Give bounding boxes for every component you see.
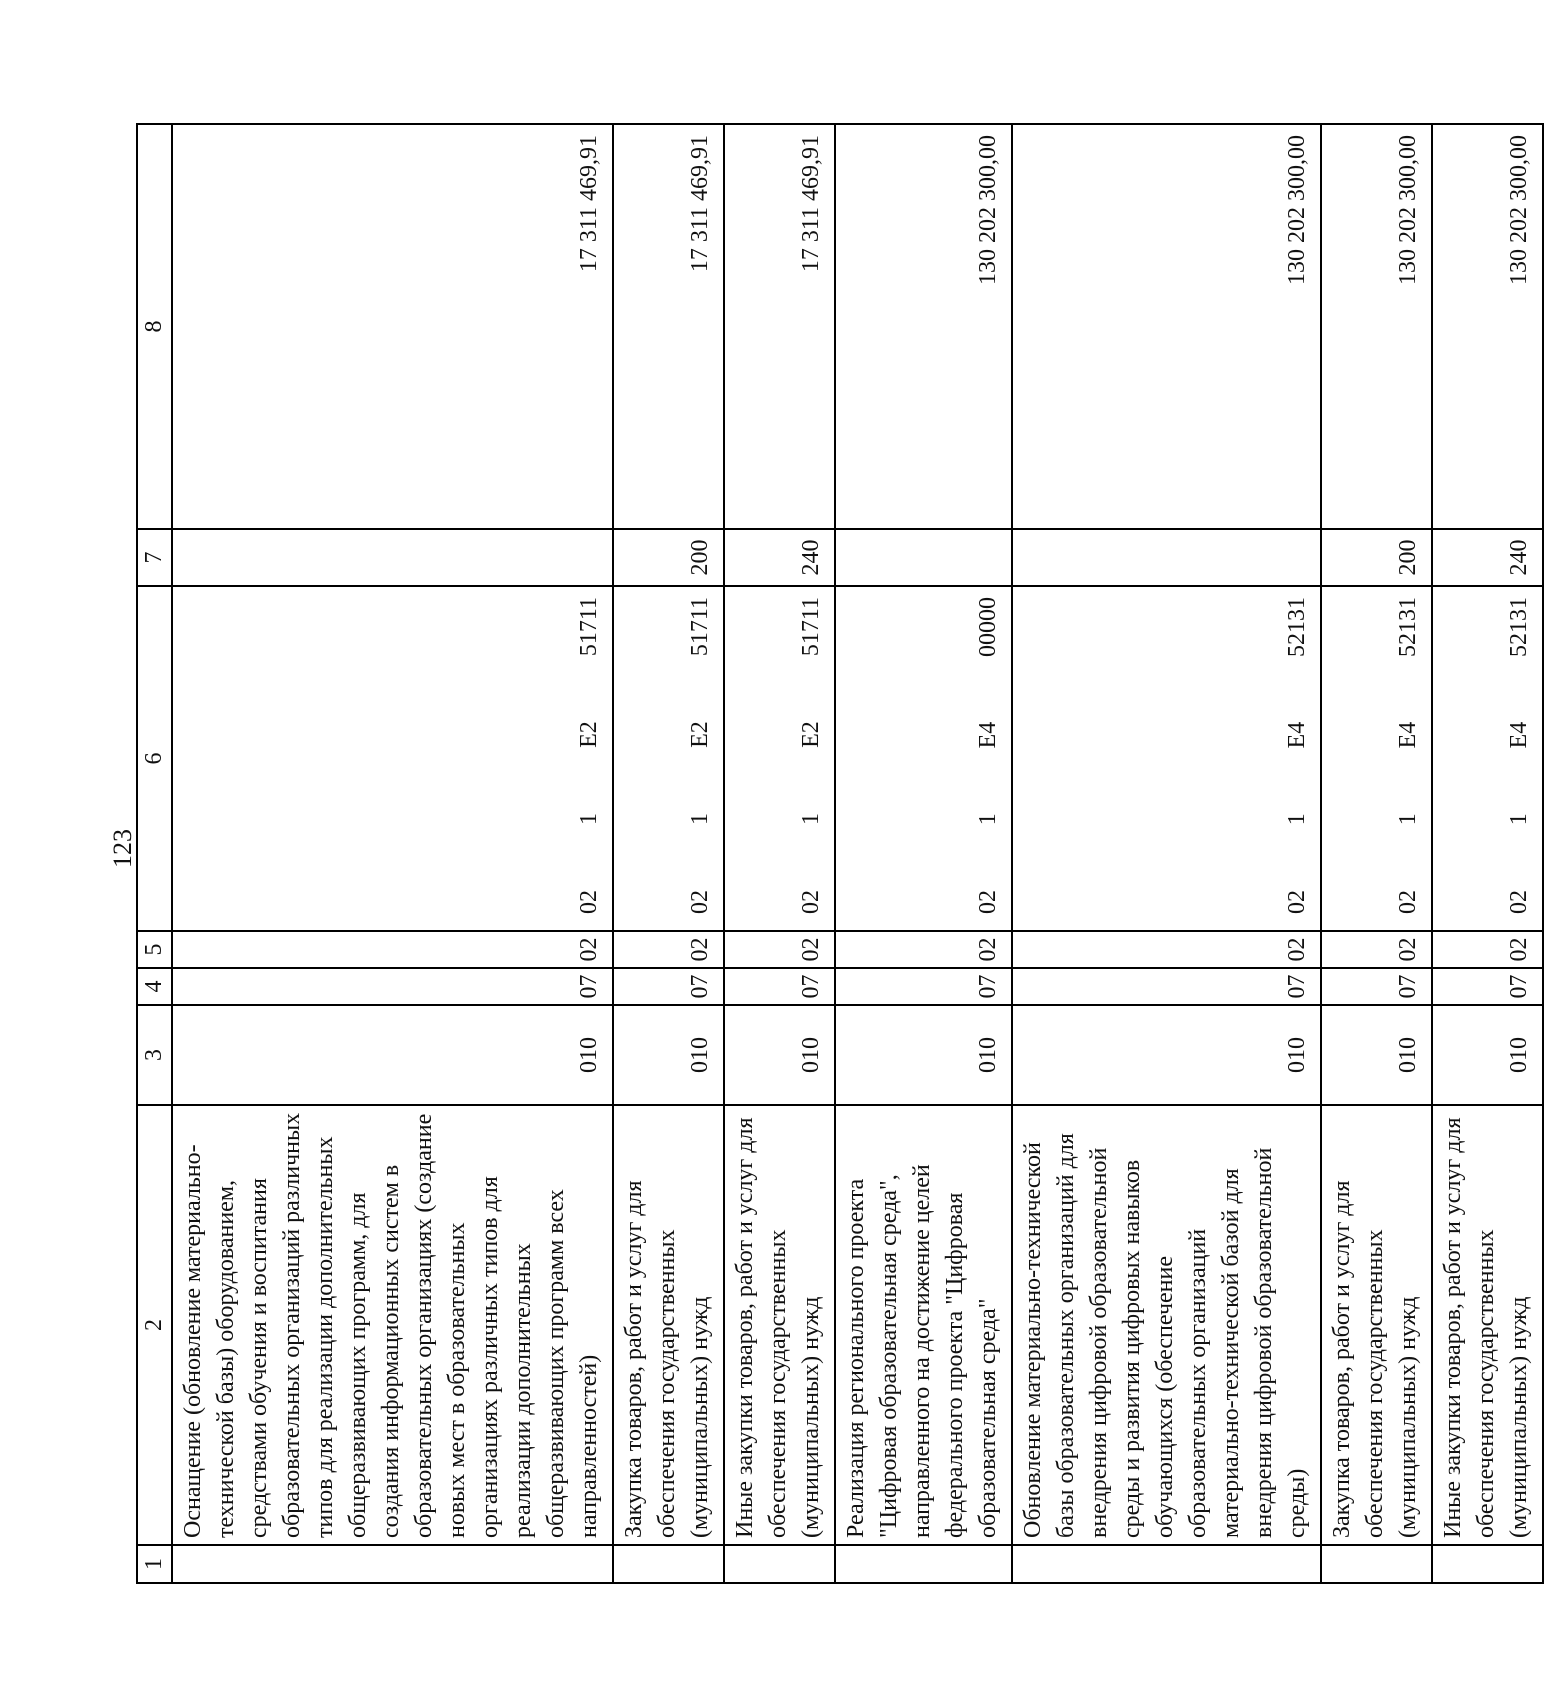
description-cell: Иные закупки товаров, работ и услуг для обеспечения государственных (муниципальных) нужд [1432, 1105, 1543, 1545]
subsection-code-cell: 02 [613, 931, 724, 968]
column-header: 4 [137, 968, 172, 1005]
subsection-code-cell: 02 [1321, 931, 1432, 968]
target-program: 02 [576, 890, 602, 914]
description-cell: Закупка товаров, работ и услуг для обеспечения государственных (муниципальных) нужд [613, 1105, 724, 1545]
subsection-code-cell: 02 [172, 931, 613, 968]
target-article-cell [613, 586, 724, 931]
target-program: 02 [798, 890, 824, 914]
section-code-cell: 07 [1321, 968, 1432, 1005]
target-subprogram: 1 [576, 812, 602, 825]
target-subprogram: 1 [798, 812, 824, 825]
row-number-cell [172, 1545, 613, 1583]
amount-cell: 130 202 300,00 [1321, 124, 1432, 529]
target-program: 02 [1395, 890, 1421, 914]
amount-cell: 17 311 469,91 [172, 124, 613, 529]
row-number-cell [613, 1545, 724, 1583]
target-article-cell [172, 586, 613, 931]
target-project: E2 [576, 721, 602, 748]
column-header: 2 [137, 1105, 172, 1545]
section-code-cell: 07 [1012, 968, 1321, 1005]
column-header: 3 [137, 1005, 172, 1105]
section-code-cell: 07 [724, 968, 835, 1005]
target-direction: 52131 [1284, 597, 1310, 658]
ministry-code-cell: 010 [1432, 1005, 1543, 1105]
target-program: 02 [1506, 890, 1532, 914]
ministry-code-cell: 010 [1012, 1005, 1321, 1105]
target-project: E4 [1506, 721, 1532, 749]
ministry-code-cell: 010 [724, 1005, 835, 1105]
table-row [1321, 124, 1432, 1583]
table-row [1012, 124, 1321, 1583]
target-subprogram: 1 [1395, 813, 1421, 826]
subsection-code-cell: 02 [835, 931, 1012, 968]
ministry-code-cell: 010 [835, 1005, 1012, 1105]
target-subprogram: 1 [975, 813, 1001, 826]
expense-type-cell [1012, 529, 1321, 586]
table-row [613, 124, 724, 1583]
table-row [724, 124, 835, 1583]
target-project: E4 [1395, 721, 1421, 749]
subsection-code-cell: 02 [724, 931, 835, 968]
table-row [835, 124, 1012, 1583]
target-direction: 52131 [1506, 597, 1532, 658]
table-row [172, 124, 613, 1583]
target-project: E4 [975, 721, 1001, 749]
expense-type-cell: 200 [613, 529, 724, 586]
target-program: 02 [687, 890, 713, 914]
target-article-cell [1012, 586, 1321, 931]
target-program: 02 [975, 890, 1001, 914]
target-subprogram: 1 [1506, 813, 1532, 826]
section-code-cell: 07 [613, 968, 724, 1005]
target-project: E2 [798, 721, 824, 748]
ministry-code-cell: 010 [613, 1005, 724, 1105]
description-cell: Иные закупки товаров, работ и услуг для обеспечения государственных (муниципальных) нужд [724, 1105, 835, 1545]
column-header: 6 [137, 586, 172, 931]
target-direction: 51711 [798, 597, 824, 657]
column-header: 1 [137, 1545, 172, 1583]
subsection-code-cell: 02 [1012, 931, 1321, 968]
target-direction: 00000 [975, 597, 1001, 658]
section-code-cell: 07 [172, 968, 613, 1005]
amount-cell: 17 311 469,91 [724, 124, 835, 529]
target-subprogram: 1 [687, 812, 713, 825]
row-number-cell [1321, 1545, 1432, 1583]
expense-type-cell [172, 529, 613, 586]
ministry-code-cell: 010 [1321, 1005, 1432, 1105]
amount-cell: 130 202 300,00 [1432, 124, 1543, 529]
target-program: 02 [1284, 890, 1310, 914]
row-number-cell [724, 1545, 835, 1583]
column-header: 8 [137, 124, 172, 529]
target-subprogram: 1 [1284, 813, 1310, 826]
description-cell: Реализация регионального проекта "Цифровая образовательная среда", направленного на достижение целей федерального проекта "Цифровая образовательная среда" [835, 1105, 1012, 1545]
expense-type-cell [835, 529, 1012, 586]
expense-type-cell: 240 [724, 529, 835, 586]
section-code-cell: 07 [835, 968, 1012, 1005]
amount-cell: 17 311 469,91 [613, 124, 724, 529]
target-article-cell [724, 586, 835, 931]
description-cell: Обновление материально-технической базы образовательных организаций для внедрения цифровой образовательной среды и развития цифровых навыков обучающихся (обеспечение образовательных организаций материально-технической базой для внедрения цифровой образовательной среды) [1012, 1105, 1321, 1545]
target-direction: 51711 [687, 597, 713, 657]
description-cell: Закупка товаров, работ и услуг для обеспечения государственных (муниципальных) нужд [1321, 1105, 1432, 1545]
ministry-code-cell: 010 [172, 1005, 613, 1105]
target-article-cell [1321, 586, 1432, 931]
row-number-cell [1432, 1545, 1543, 1583]
target-project: E4 [1284, 721, 1310, 749]
target-article-cell [835, 586, 1012, 931]
column-header: 7 [137, 529, 172, 586]
page-number: 123 [108, 829, 137, 868]
target-direction: 51711 [576, 597, 602, 657]
section-code-cell: 07 [1432, 968, 1543, 1005]
amount-cell: 130 202 300,00 [835, 124, 1012, 529]
table-row [1432, 124, 1543, 1583]
subsection-code-cell: 02 [1432, 931, 1543, 968]
budget-table [136, 123, 1544, 1584]
expense-type-cell: 240 [1432, 529, 1543, 586]
amount-cell: 130 202 300,00 [1012, 124, 1321, 529]
row-number-cell [1012, 1545, 1321, 1583]
expense-type-cell: 200 [1321, 529, 1432, 586]
target-project: E2 [687, 721, 713, 748]
column-header: 5 [137, 931, 172, 968]
row-number-cell [835, 1545, 1012, 1583]
target-direction: 52131 [1395, 597, 1421, 658]
target-article-cell [1432, 586, 1543, 931]
table-body [172, 124, 1543, 1583]
column-number-row [137, 124, 172, 1583]
description-cell: Оснащение (обновление материально-технической базы) оборудованием, средствами обучения и воспитания образовательных организаций различных типов для реализации дополнительных общеразвивающих программ, для создания информационных систем в образовательных организациях (создание новых мест в образовательных организациях различных типов для реализации дополнительных общеразвивающих программ всех направленностей) [172, 1105, 613, 1545]
